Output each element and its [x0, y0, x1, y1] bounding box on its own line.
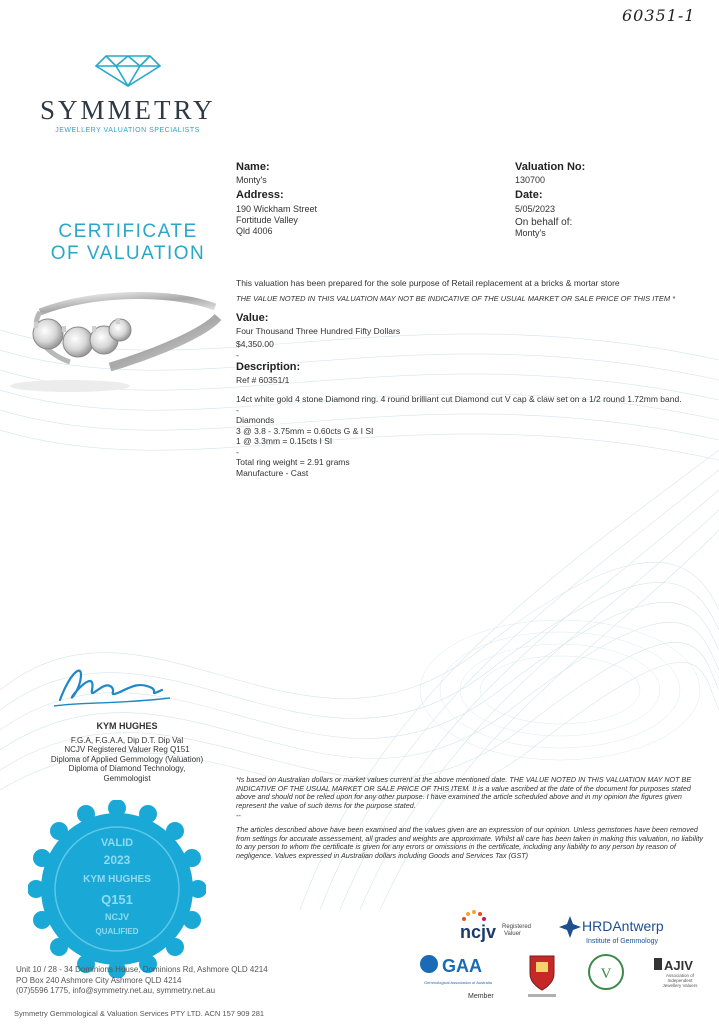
company-address-line2: PO Box 240 Ashmore City Ashmore QLD 4214 [16, 975, 182, 985]
hrd-star-icon [559, 916, 581, 938]
ajiv-sub1: Association of [665, 973, 695, 978]
company-address-line1: Unit 10 / 28 - 34 Dominions House, Dominions Rd, Ashmore QLD 4214 [16, 965, 268, 974]
company-address-line3: (07)5596 1775, info@symmetry.net.au, symmetry.net.au [16, 986, 216, 995]
diamond-line1: 3 @ 3.8 - 3.75mm = 0.60cts G & I SI [236, 425, 374, 436]
ajiv-bars-icon [654, 958, 662, 970]
name-label: Name: [236, 161, 270, 173]
client-name: Monty's [236, 175, 267, 185]
seal-line5: NCJV [104, 912, 130, 922]
value-amount: $4,350.00 [236, 339, 274, 349]
purpose-text: This valuation has been prepared for the sole purpose of Retail replacement at a bricks & mortar store [236, 278, 620, 288]
association-logos [420, 906, 710, 1006]
diamonds-label: Diamonds [236, 415, 275, 425]
valuers-emblem-icon [589, 955, 623, 989]
seal-line1: VALID [100, 837, 134, 849]
ncjv-sub1: Registered [502, 924, 532, 930]
handwritten-ref: 60351-1 [622, 6, 696, 25]
behalf-label: On behalf of: [515, 217, 573, 228]
valuer-seal [28, 800, 206, 978]
svg-text:V: V [600, 966, 612, 982]
brand-tagline: JEWELLERY VALUATION SPECIALISTS [55, 127, 200, 134]
client-block [236, 161, 466, 237]
manufacture: Manufacture - Cast [236, 467, 309, 478]
ncjv-text: ncjv [460, 922, 497, 942]
address-line1: 190 Wickham Street [236, 204, 318, 214]
description-text: 14ct white gold 4 stone Diamond ring. 4 round brilliant cut Diamond cut V cap & claw set on a 1/2 round 1.72mm band. [236, 394, 682, 404]
valuation-date: 5/05/2023 [515, 204, 556, 214]
footnote-terms: The articles described above have been examined and the values given are an expression of our opinion. Unless gemstones have been removed from settings for accurate assessement, all grades and weights are approximate. Whilst all care has been taken in making this valuation, no liability to any person to whom the certificate is given for any errors or omissions in the certificate, including any liability to any person by reason of negligence. Values expressed in Australian dollars including Goods and Services Tax (GST) [236, 824, 704, 860]
valuer-signature [40, 652, 190, 712]
description-ref: Ref # 60351/1 [236, 374, 290, 385]
address-label: Address: [236, 189, 284, 201]
address-line3: Qld 4006 [236, 226, 273, 236]
value-words: Four Thousand Three Hundred Fifty Dollars [236, 325, 401, 336]
brand-logo [40, 52, 215, 134]
diamond-icon [94, 52, 162, 88]
valuer-line5: Gemmologist [103, 773, 151, 783]
brand-name: SYMMETRY [40, 95, 216, 125]
valuer-line4: Diploma of Diamond Technology, [68, 764, 186, 774]
behalf-name: Monty's [515, 228, 546, 238]
gaa-sub: Gemmological Association of Australia [424, 980, 492, 985]
value-dash: - [236, 349, 239, 360]
ajiv-text: AJIV [664, 958, 693, 973]
hrd-logo [559, 916, 664, 945]
seal-line3: KYM HUGHES [83, 874, 151, 885]
ring-weight: Total ring weight = 2.91 grams [236, 457, 350, 467]
company-footer: Symmetry Gemmological & Valuation Services PTY LTD. ACN 157 909 281 [14, 1009, 265, 1018]
certificate-title [38, 221, 218, 265]
gaa-text: GAA [442, 956, 482, 976]
ajiv-sub2: Independent [667, 978, 693, 983]
valuation-number-label: Valuation No: [515, 161, 586, 173]
hrd-sub: Institute of Gemmology [586, 938, 658, 945]
ajiv-logo [654, 958, 698, 988]
footnote-asterisk: *Is based on Australian dollars or market values current at the above mentioned date. THE VALUE NOTED IN THIS VALUATION MAY NOT BE INDICATIVE OF THE USUAL MARKET OR SALE PRICE OF THIS ITEM. It is a value ascribed at the date of the document for purposes stated above and should not be relied upon for any other purpose. I have examined the article scheduled above and in my opinion the figures given represent the value of such items for the purpose stated. [236, 775, 692, 810]
date-label: Date: [515, 189, 543, 201]
footnote-dash: -- [236, 811, 241, 821]
ncjv-sub2: Valuer [504, 931, 521, 937]
valuation-block [515, 161, 705, 239]
ajiv-sub3: Jewellery Valuers [662, 983, 698, 988]
certificate-title-line2: OF VALUATION [50, 243, 206, 264]
gemmological-crest-icon [528, 956, 556, 997]
valuer-line2: NCJV Registered Valuer Reg Q151 [64, 745, 190, 755]
seal-line6: QUALIFIED [95, 927, 139, 936]
description-dash2: - [236, 446, 239, 457]
disclaimer-text: THE VALUE NOTED IN THIS VALUATION MAY NOT BE INDICATIVE OF THE USUAL MARKET OR SALE PRICE OF THIS ITEM * [236, 293, 676, 303]
valuer-line3: Diploma of Applied Gemmology (Valuation) [50, 754, 204, 764]
valuation-number: 130700 [515, 175, 546, 185]
gaa-emblem-icon [420, 955, 438, 973]
hrd-text: HRDAntwerp [582, 918, 664, 934]
value-label: Value: [236, 312, 269, 324]
seal-line2: 2023 [103, 853, 131, 867]
certificate-title-line1: CERTIFICATE [58, 221, 198, 242]
description-dash: - [236, 404, 239, 415]
valuation-content [236, 278, 706, 478]
ring-photo [0, 282, 225, 402]
valuer-line1: F.G.A, F.G.A.A, Dip D.T. Dip Val [70, 735, 184, 745]
footnotes [236, 776, 706, 860]
valuer-credentials [22, 722, 232, 784]
valuer-name: KYM HUGHES [96, 721, 158, 731]
ncjv-logo [460, 910, 531, 942]
gaa-member: Member [468, 993, 494, 1000]
description-label: Description: [236, 361, 301, 373]
seal-line4: Q151 [101, 892, 133, 907]
diamond-line2: 1 @ 3.3mm = 0.15cts I SI [236, 436, 333, 446]
ncjv-dots-icon [462, 910, 486, 921]
company-address [16, 965, 268, 997]
address-line2: Fortitude Valley [236, 215, 298, 225]
gaa-logo [420, 955, 494, 1000]
